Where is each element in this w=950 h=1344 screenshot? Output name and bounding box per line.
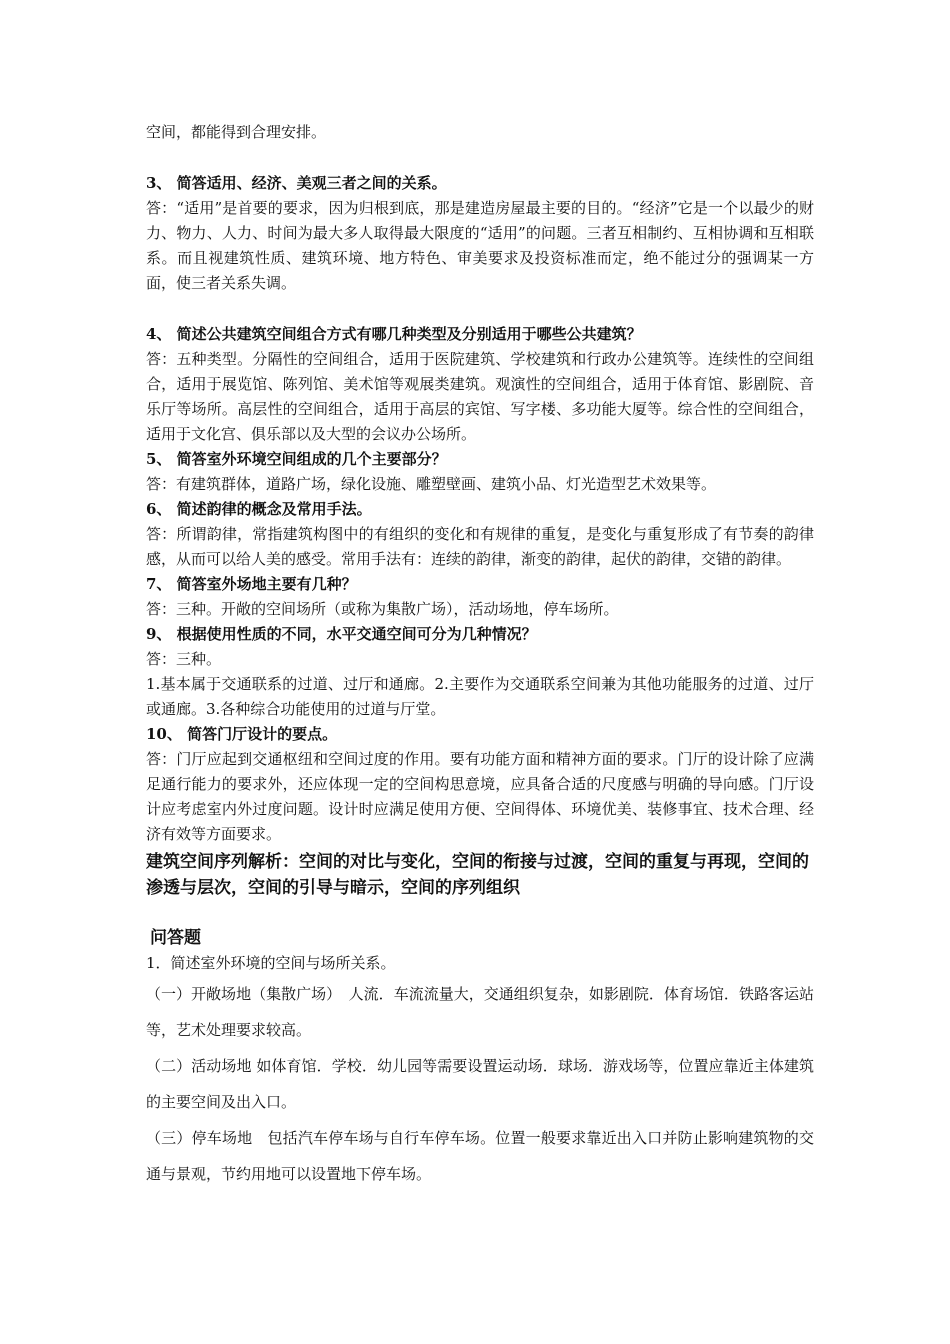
question-9: 9、 根据使用性质的不同，水平交通空间可分为几种情况？ — [146, 625, 537, 643]
document-page — [146, 120, 814, 1192]
question-7: 7、 简答室外场地主要有几种？ — [146, 575, 357, 593]
question-5: 5、 简答室外环境空间组成的几个主要部分？ — [146, 450, 447, 468]
answer-5: 答：有建筑群体，道路广场，绿化设施、雕塑壁画、建筑小品、灯光造型艺术效果等。 — [146, 475, 717, 493]
answer-1-activity-site: （二）活动场地 如体育馆．学校．幼儿园等需要设置运动场．球场．游戏场等，位置应靠近主体建筑的主要空间及出入口。 — [146, 1057, 814, 1111]
answer-10: 答：门厅应起到交通枢纽和空间过度的作用。要有功能方面和精神方面的要求。门厅的设计除了应满足通行能力的要求外，还应体现一定的空间构思意境，应具备合适的尺度感与明确的导向感。门厅设计应考虑室内外过度问题。设计时应满足使用方便、空间得体、环境优美、装修事宜、技术合理、经济有效等方面要求。 — [146, 750, 814, 843]
question-6: 6、 简述韵律的概念及常用手法。 — [146, 500, 372, 518]
section-title: 问答题 — [150, 928, 201, 948]
spacer — [146, 901, 814, 925]
answer-4: 答：五种类型。分隔性的空间组合，适用于医院建筑、学校建筑和行政办公建筑等。连续性的空间组合，适用于展览馆、陈列馆、美术馆等观展类建筑。观演性的空间组合，适用于体育馆、影剧院、音乐厅等场所。高层性的空间组合，适用于高层的宾馆、写字楼、多功能大厦等。综合性的空间组合，适用于文化宫、俱乐部以及大型的会议办公场所。 — [146, 350, 814, 443]
answer-6: 答：所谓韵律，常指建筑构图中的有组织的变化和有规律的重复，是变化与重复形成了有节奏的韵律感，从而可以给人美的感受。常用手法有：连续的韵律，渐变的韵律，起伏的韵律，交错的韵律。 — [146, 525, 814, 568]
spacer — [146, 145, 814, 171]
question-10: 10、 简答门厅设计的要点。 — [146, 725, 338, 743]
answer-1-open-site: （一）开敞场地（集散广场） 人流．车流流量大，交通组织复杂，如影剧院．体育场馆．铁路客运站等，艺术处理要求较高。 — [146, 985, 814, 1039]
answer-7: 答：三种。开敞的空间场所（或称为集散广场），活动场地，停车场所。 — [146, 600, 619, 618]
sequence-heading: 建筑空间序列解析：空间的对比与变化，空间的衔接与过渡，空间的重复与再现，空间的渗透与层次，空间的引导与暗示，空间的序列组织 — [146, 852, 809, 898]
question-1: 1．简述室外环境的空间与场所关系。 — [146, 954, 396, 972]
answer-9-detail: 1.基本属于交通联系的过道、过厅和通廊。2.主要作为交通联系空间兼为其他功能服务的过道、过厅或通廊。3.各种综合功能使用的过道与厅堂。 — [146, 675, 814, 718]
question-3: 3、 简答适用、经济、美观三者之间的关系。 — [146, 174, 447, 192]
intro-tail: 空间，都能得到合理安排。 — [146, 123, 327, 141]
answer-9: 答：三种。 — [146, 650, 222, 668]
question-4: 4、 简述公共建筑空间组合方式有哪几种类型及分别适用于哪些公共建筑？ — [146, 325, 642, 343]
spacer — [146, 296, 814, 322]
answer-3: 答：“适用”是首要的要求，因为归根到底，那是建造房屋最主要的目的。“经济”它是一个以最少的财力、物力、人力、时间为最大多人取得最大限度的“适用”的问题。三者互相制约、互相协调和互相联系。而且视建筑性质、建筑环境、地方特色、审美要求及投资标准而定，绝不能过分的强调某一方面，使三者关系失调。 — [146, 199, 814, 292]
answer-1-parking-site: （三）停车场地 包括汽车停车场与自行车停车场。位置一般要求靠近出入口并防止影响建筑物的交通与景观，节约用地可以设置地下停车场。 — [146, 1129, 814, 1183]
